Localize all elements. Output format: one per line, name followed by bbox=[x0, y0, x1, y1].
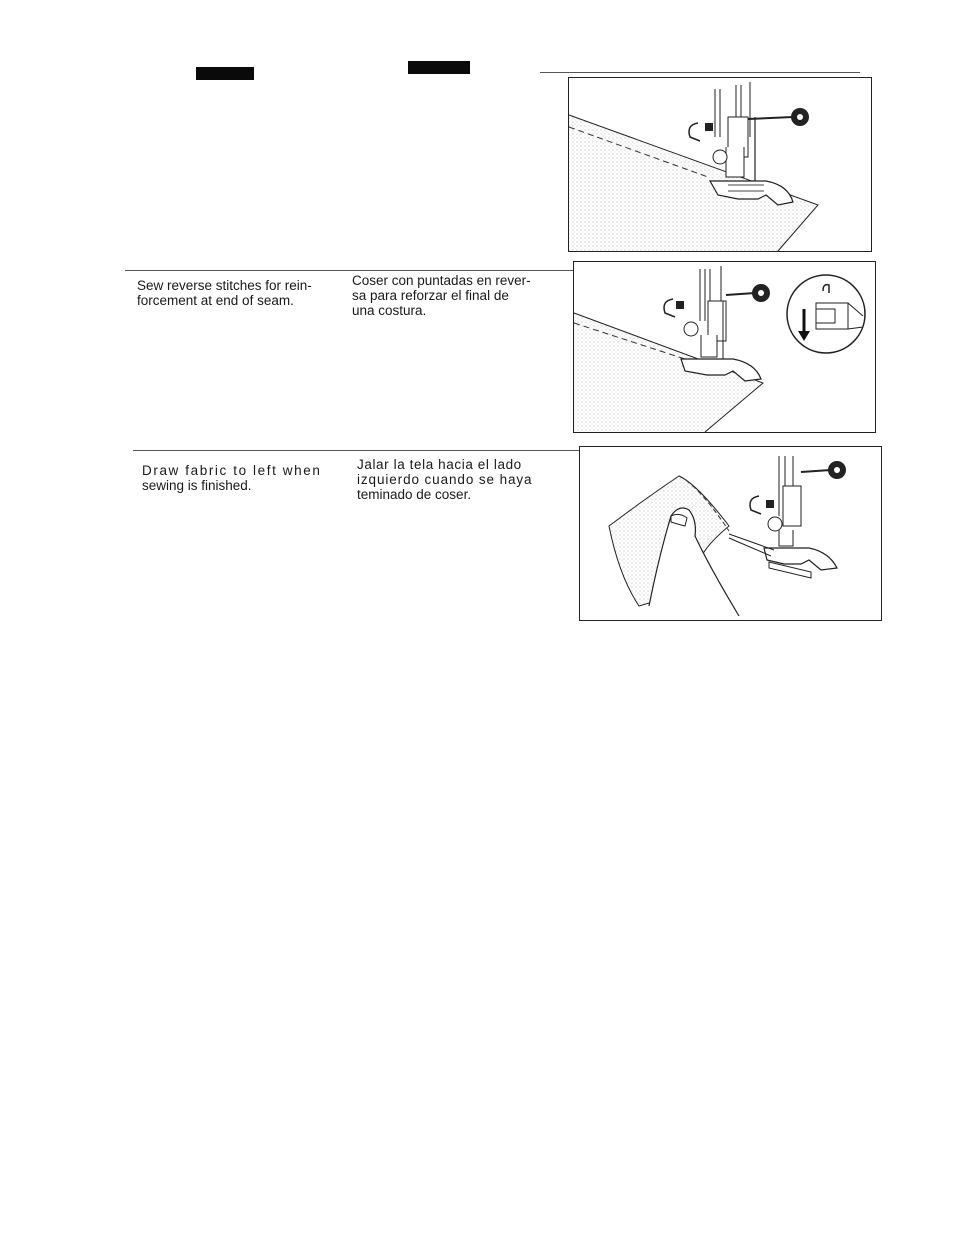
section-2-spanish-text bbox=[352, 273, 542, 318]
spanish-line: una costura. bbox=[352, 303, 427, 318]
english-line: forcement at end of seam. bbox=[137, 293, 294, 308]
section-2-english-text bbox=[137, 278, 332, 308]
redacted-heading-spanish bbox=[408, 61, 470, 74]
figure-reverse-stitch bbox=[573, 261, 876, 433]
figure-start-seam bbox=[568, 77, 872, 252]
spanish-line: Coser con puntadas en rever- bbox=[352, 273, 531, 288]
redacted-heading-english bbox=[196, 67, 254, 80]
sewing-foot-start-seam-icon bbox=[568, 77, 872, 252]
english-line: sewing is finished. bbox=[142, 478, 252, 493]
sewing-foot-remove-fabric-icon bbox=[579, 446, 882, 621]
figure-remove-fabric bbox=[579, 446, 882, 621]
spanish-line: teminado de coser. bbox=[357, 487, 472, 502]
spanish-line: Jalar la tela hacia el lado bbox=[357, 457, 522, 472]
section-3-spanish-text bbox=[357, 457, 547, 502]
english-line: Sew reverse stitches for rein- bbox=[137, 278, 312, 293]
divider-top bbox=[540, 72, 860, 73]
spanish-line: izquierdo cuando se haya bbox=[357, 472, 533, 487]
sewing-foot-reverse-stitch-icon bbox=[573, 261, 876, 433]
english-line: Draw fabric to left when bbox=[142, 463, 322, 478]
section-3-english-text bbox=[142, 463, 332, 493]
spanish-line: sa para reforzar el final de bbox=[352, 288, 509, 303]
